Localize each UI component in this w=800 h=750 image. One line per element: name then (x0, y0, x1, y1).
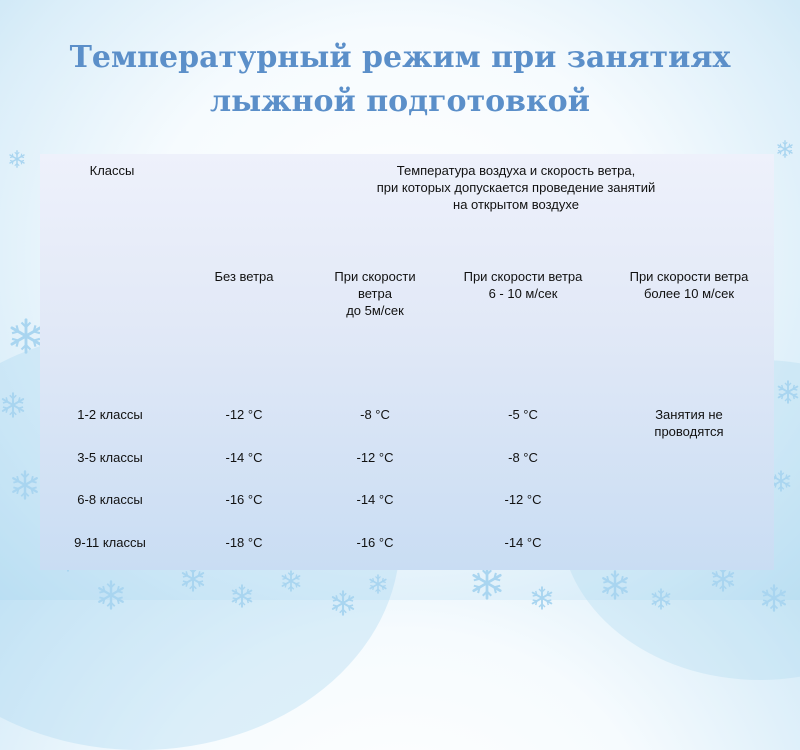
row-3-wind-5: -14 °С (356, 492, 394, 507)
snowflake-icon (330, 590, 356, 616)
row-1-no-wind: -12 °С (225, 407, 263, 422)
header-group-line-1: Температура воздуха и скорость ветра, (396, 163, 636, 178)
snowflake-icon (470, 566, 504, 600)
header-temperature-group (266, 162, 766, 213)
subheader-no-wind (188, 268, 300, 285)
row-3-no-wind: -16 °С (225, 492, 263, 507)
snowflake-icon (8, 150, 26, 168)
subheader-wind-6-10-line-1: При скорости ветра (463, 269, 583, 284)
snowflake-icon (368, 574, 388, 594)
row-4-class: 9-11 классы (74, 535, 146, 550)
row-1-wind-6-10: -5 °С (508, 407, 538, 422)
row-4-wind-6-10: -14 °С (504, 535, 542, 550)
header-group-line-3: на открытом воздухе (453, 197, 579, 212)
note-over-10-line-2: проводятся (654, 424, 724, 439)
row-4-wind-5: -16 °С (356, 535, 394, 550)
row-2-class: 3-5 классы (77, 450, 143, 465)
snowflake-icon (280, 570, 302, 592)
row-2-no-wind: -14 °С (225, 450, 263, 465)
temperature-table (40, 154, 774, 570)
subheader-wind-over-10-line-2: более 10 м/сек (643, 286, 735, 301)
row-1-wind-5: -8 °С (360, 407, 390, 422)
title-line-1: Температурный режим при занятиях (69, 40, 731, 75)
subheader-wind-5-line-2: ветра (358, 286, 392, 301)
row-2-wind-5: -12 °С (356, 450, 394, 465)
row-1-class: 1-2 классы (77, 407, 143, 422)
subheader-wind-6-10-line-2: 6 - 10 м/сек (488, 286, 558, 301)
note-over-10 (608, 406, 770, 440)
header-classes: Классы (89, 163, 135, 178)
note-over-10-line-1: Занятия не (655, 407, 723, 422)
snowflake-icon (10, 470, 40, 500)
row-2-wind-6-10: -8 °С (508, 450, 538, 465)
row-3-wind-6-10: -12 °С (504, 492, 542, 507)
snowflake-icon (530, 586, 554, 610)
slide-title (0, 36, 800, 124)
subheader-wind-over-10 (608, 268, 770, 302)
snowflake-icon (650, 588, 672, 610)
subheader-wind-5-line-3: до 5м/сек (346, 303, 404, 318)
title-line-2: лыжной подготовкой (210, 84, 590, 119)
snowflake-icon (776, 380, 800, 404)
snowflake-icon (230, 584, 254, 608)
subheader-no-wind-line-1: Без ветра (214, 269, 274, 284)
snowflake-icon (776, 140, 794, 158)
row-4-no-wind: -18 °С (225, 535, 263, 550)
snowflake-icon (760, 584, 788, 612)
subheader-wind-6-10 (444, 268, 602, 302)
subheader-wind-up-to-5 (310, 268, 440, 319)
subheader-wind-5-line-1: При скорости (334, 269, 416, 284)
subheader-wind-over-10-line-1: При скорости ветра (629, 269, 749, 284)
header-group-line-2: при которых допускается проведение занятий (376, 180, 656, 195)
row-3-class: 6-8 классы (77, 492, 143, 507)
snowflake-icon (0, 392, 26, 418)
snowflake-icon (96, 580, 126, 610)
snowflake-icon (600, 570, 630, 600)
snowflake-icon (8, 318, 44, 354)
